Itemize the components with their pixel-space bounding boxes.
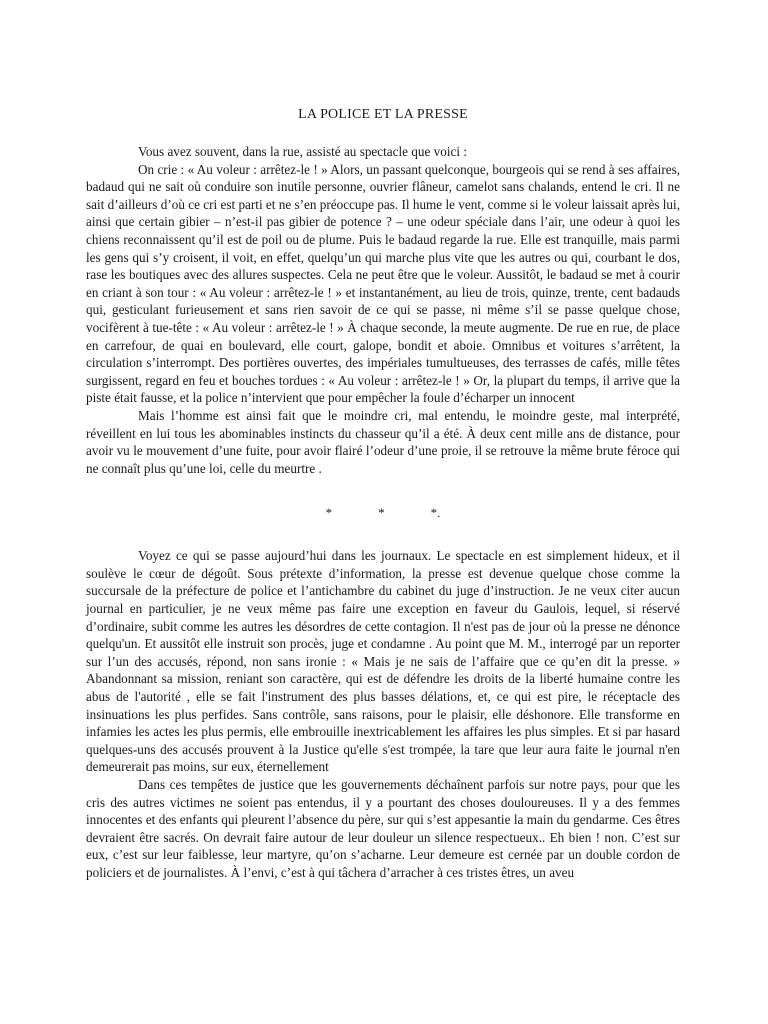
document-page	[86, 106, 680, 882]
separator-star: *	[378, 505, 385, 521]
paragraph: Mais l’homme est ainsi fait que le moindre cri, mal entendu, le moindre geste, mal interprété, réveillent en lui tous les abominables instincts du chasseur qu’il a été. À deux cent mille ans de distance, pour avoir vu le mouvement d’une fuite, pour avoir flairé l’odeur d’une proie, il se retrouve la même brute féroce qui ne connaît plus qu’une loi, celle du meurtre .	[86, 407, 680, 476]
paragraph: Voyez ce qui se passe aujourd’hui dans les journaux. Le spectacle en est simplement hideux, et il soulève le cœur de dégoût. Sous prétexte d’information, la presse est devenue quelque chose comme la succursale de la préfecture de police et l’antichambre du cabinet du juge d’instruction. Je ne veux citer aucun journal en particulier, je ne veux même pas faire une exception en faveur du Gaulois, lequel, si réservé d’ordinaire, subit comme les autres les désordres de cette contagion. Il n'est pas de jour où la presse ne dénonce quelqu'un. Et aussitôt elle instruit son procès, juge et condamne . Au point que M. M., interrogé par un reporter sur l’un des accusés, répond, non sans ironie : « Mais je ne sais de l’affaire que ce qu’en dit la presse. » Abandonnant sa mission, reniant son caractère, qui est de défendre les droits de la liberté humaine contre les abus de l'autorité , elle se fait l'instrument des plus basses délations, et, ce qui est pire, le réceptacle des insinuations les plus perfides. Sans contrôle, sans raisons, pour le plaisir, elle déshonore. Elle transforme en infamies les actes les plus permis, elle embrouille inextricablement les affaires les plus simples. Et si par hasard quelques-uns des accusés prouvent à la Justice qu'elle s'est trompée, la tare que leur aura faite le journal n'en demeurerait pas moins, sur eux, éternellement	[86, 548, 680, 775]
paragraph: Vous avez souvent, dans la rue, assisté au spectacle que voici :	[138, 144, 467, 159]
separator-star: *.	[430, 505, 441, 521]
section-separator	[86, 504, 680, 521]
paragraph: Dans ces tempêtes de justice que les gouvernements déchaînent parfois sur notre pays, pour que les cris des autres victimes ne soient pas entendus, il y a pourtant des choses douloureuses. Il y a des femmes innocentes et des enfants qui pleurent l’absence du père, sur qui s’est appesantie la main du gendarme. Ces êtres devraient être sacrés. On devrait faire autour de leur douleur un silence respectueux.. Eh bien ! non. C’est sur eux, c’est sur leur faiblesse, leur martyre, qu’on s’acharne. Leur demeure est cernée par un double cordon de policiers et de journalistes. À l’envi, c’est à qui tâchera d’arracher à ces tristes êtres, un aveu	[86, 777, 680, 880]
document-title: LA POLICE ET LA PRESSE	[298, 107, 468, 122]
paragraph: On crie : « Au voleur : arrêtez-le ! » Alors, un passant quelconque, bourgeois qui se rend à ses affaires, badaud qui ne sait où conduire son inutile personne, ouvrier flâneur, camelot sans chalands, entend le cri. Il ne sait d’ailleurs d’où ce cri est parti et ne s’en préoccupe pas. Il hume le vent, comme si le voleur laissait après lui, ainsi que certain gibier – n’est-il pas gibier de potence ? – une odeur spéciale dans l’air, une odeur à quoi les chiens reconnaissent qu’il est de poil ou de plume. Puis le badaud regarde la rue. Elle est tranquille, mais parmi les gens qui s’y croisent, il voit, en effet, quelqu’un qui marche plus vite que les autres ou qui, courbant le dos, rase les boutiques avec des allures suspectes. Cela ne peut être que le voleur. Aussitôt, le badaud se met à courir en criant à son tour : « Au voleur : arrêtez-le ! » et instantanément, au lieu de trois, quinze, trente, cent badauds qui, gesticulant furieusement et sans rien savoir de ce qui se passe, ni même s’il se passe quelque chose, vocifèrent à tue-tête : « Au voleur : arrêtez-le ! » À chaque seconde, la meute augmente. De rue en rue, de place en carrefour, de quai en boulevard, elle court, galope, bondit et aboie. Omnibus et voitures s’arrêtent, la circulation s’interrompt. Des portières ouvertes, des impériales tumultueuses, des terrasses de cafés, mille têtes surgissent, regard en feu et bouches tordues : « Au voleur : arrêtez-le ! » Or, la plupart du temps, il arrive que la piste était fausse, et la police n’intervient que pour empêcher la foule d’écharper un innocent	[86, 161, 680, 406]
separator-star: *	[325, 505, 333, 521]
